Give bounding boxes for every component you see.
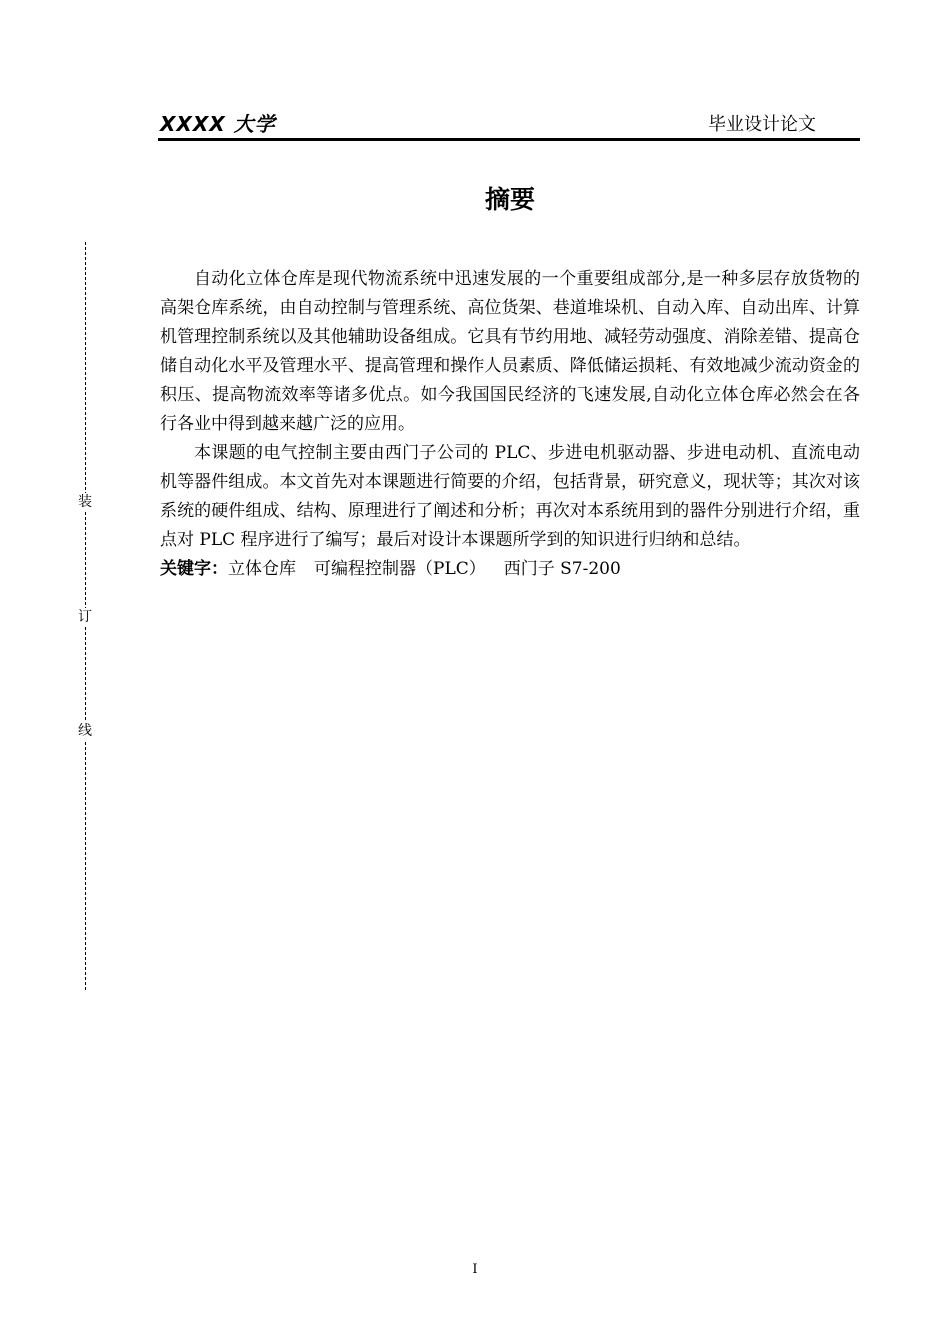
binding-char-xian: 线: [78, 723, 92, 739]
university-name: XXXX 大学: [160, 112, 276, 136]
abstract-paragraph: 本课题的电气控制主要由西门子公司的 PLC、步进电机驱动器、步进电动机、直流电动机等器件组成。本文首先对本课题进行简要的介绍，包括背景，研究意义，现状等；其次对该系统的硬件组成、结构、原理进行了阐述和分析；再次对本系统用到的器件分别进行介绍，重点对 PLC 程序进行了编写；最后对设计本课题所学到的知识进行归纳和总结。: [160, 443, 860, 550]
keyword-item: 立体仓库: [228, 559, 296, 579]
keywords-line: [160, 555, 860, 584]
binding-char-ding: 订: [78, 609, 92, 625]
keyword-item: 可编程控制器（PLC）: [314, 559, 486, 579]
page-number: I: [472, 1262, 478, 1277]
keyword-item: 西门子 S7-200: [503, 559, 621, 579]
page-title: 摘要: [484, 185, 535, 214]
header-divider: [158, 138, 860, 141]
keywords-label: 关键字：: [160, 559, 228, 579]
abstract-paragraph: 自动化立体仓库是现代物流系统中迅速发展的一个重要组成部分,是一种多层存放货物的高架仓库系统，由自动控制与管理系统、高位货架、巷道堆垛机、自动入库、自动出库、计算机管理控制系统以及其他辅助设备组成。它具有节约用地、减轻劳动强度、消除差错、提高仓储自动化水平及管理水平、提高管理和操作人员素质、降低储运损耗、有效地减少流动资金的积压、提高物流效率等诸多优点。如今我国国民经济的飞速发展,自动化立体仓库必然会在各行各业中得到越来越广泛的应用。: [160, 269, 860, 434]
binding-char-zhuang: 装: [78, 494, 92, 510]
document-type: 毕业设计论文: [708, 114, 816, 135]
page-header: [160, 108, 860, 138]
abstract-body: [160, 265, 860, 584]
